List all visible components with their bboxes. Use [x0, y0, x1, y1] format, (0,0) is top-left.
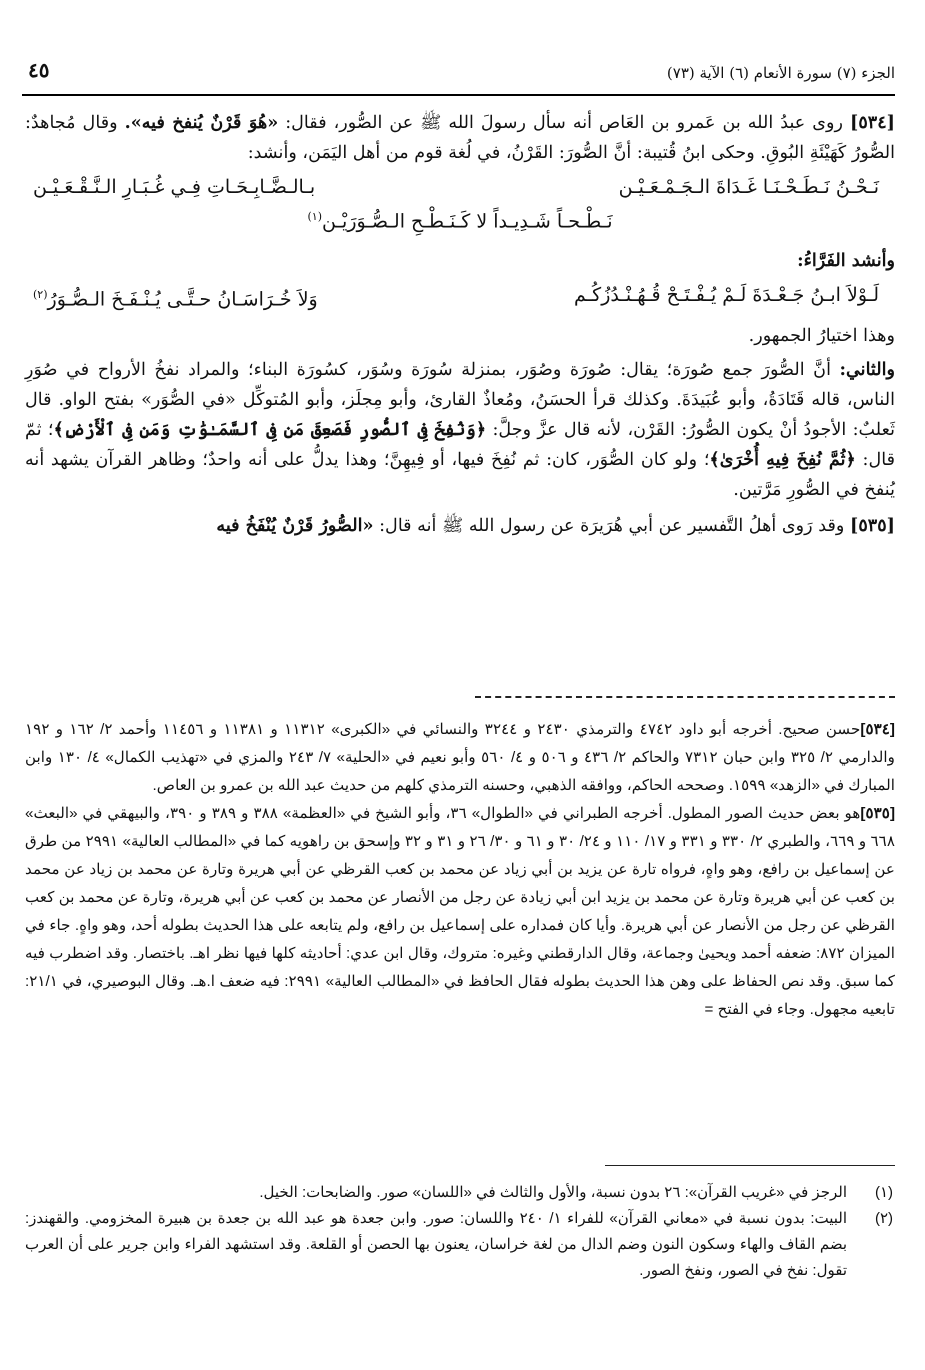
- farra-intro: وأنشد الفَرَّاءُ:: [797, 250, 895, 272]
- second-view-mid: ؛ ثمّ قال:: [25, 419, 896, 470]
- hadith-quote-534: «هُوَ قَرْنٌ يُنفخ فيه».: [124, 112, 279, 133]
- paragraph-535: [25, 511, 895, 541]
- takhrij-text-534: حسن صحيح. أخرجه أبو داود ٤٧٤٢ والترمذي ٢٤٣٠ و ٣٢٤٤ والنسائي في «الكبرى» ١١٣١٢ و ١١٣٨١ و ١١٤٥٦ وأحمد ٢/ ١٦٢ و ١٩٢ والدارمي ٢/ ٣٢٥ وابن حبان ٧٣١٢ والحاكم ٢/ ٤٣٦ و ٥٠٦ و ٤/ ٥٦٠ وأبو نعيم في «الحلية» ٧/ ٢٤٣ والمزي في «تهذيب الكمال» ٤/ ١٣٠ وابن المبارك في «الزهد» ١٥٩٩. وصححه الحاكم، ووافقه الذهبي، وحسنه الترمذي كلهم من حديث عبد الله بن عمرو بن العاص.: [25, 721, 895, 794]
- footnote-number-2: (٢): [874, 1210, 893, 1227]
- paragraph-534-text: روى عبدُ الله بن عَمرو بن العَاص أنه سأل رسولَ الله ﷺ عن الصُّور، فقال:: [278, 113, 843, 133]
- footnote-ref-1[interactable]: (١): [307, 210, 322, 223]
- jumhur-note: وهذا اختيارُ الجمهور.: [748, 325, 895, 346]
- verse-2-line: [25, 280, 895, 314]
- page-header: [22, 50, 895, 96]
- paragraph-second-view: [25, 355, 895, 505]
- verse-1-line-2: [25, 202, 895, 236]
- hadith-number-535: [٥٣٥]: [849, 514, 895, 536]
- footnote-text-2: البيت: بدون نسبة في «معاني القرآن» للفراء ١/ ٢٤٠ واللسان: صور. وابن جعدة هو عبد الله بن جعدة بن هبيرة المخزومي. والقهندز: بضم القاف والهاء وسكون النون وضم الدال من لغة خراسان، يعنون بها الحصن أو القلعة. وقد استشهد الفراء وابن جرير على أن العرب تقول: نفخ في الصور، ونفخ الصور.: [25, 1210, 848, 1279]
- verse-1-line-1: [25, 172, 895, 202]
- footnotes: [25, 1180, 895, 1284]
- quran-verse-1: ﴿وَنُفِخَ فِى ٱلصُّورِ فَصَعِقَ مَن فِى ٱلسَّمَـٰوَٰتِ وَمَن فِى ٱلْأَرْضِ﴾: [53, 418, 487, 440]
- paragraph-535-text: وقد رَوى أهلُ التَّفسير عن أبي هُرَيرَة عن رسول الله ﷺ أنه قال:: [373, 515, 850, 536]
- hadith-quote-535: «الصُّورُ قَرْنٌ يُنْفَخُ فيه: [216, 514, 374, 536]
- takhrij-number-534: [٥٣٤]: [860, 721, 895, 738]
- main-text: [25, 108, 895, 545]
- takhrij-notes: [25, 716, 895, 1024]
- takhrij-number-535: [٥٣٥]: [860, 805, 896, 822]
- verse-2-hemistich-1: لَـوْلاَ ابـنُ جَـعْـدَةَ لَـمْ يُـفْـتَـحْ قُـهُـنْـدُزُكُـم: [573, 284, 879, 307]
- second-view-end: ؛ ولو كان الصُّوَر، كان: ثم نُفِخَ فيها، أو فِيهِنَّ؛ وهذا يدلُّ على أنه واحدٌ؛ وظاهر القرآن يشهد أنه يُنفخ في الصُّورِ مَرَّتين.: [25, 449, 895, 500]
- second-view-text: أنَّ الصُّورَ جمع صُورَة؛ يقال: صُورَة وصُوَر، بمنزلة سُورَة وسُوَر، كسُورَة البناء؛ والمراد نفخُ الأرواح في صُوَرِ الناس، قاله قَتَادَةُ، وأبو عُبَيدَةَ. وكذلك قرأ الحسَنُ، ومُعاذٌ القارئ، وأبو مِجلَز، وأبو المُتوكِّل «في الصُّوَر» بفتح الواو. قال ثَعلبٌ: الأجودُ أنْ يكون الصُّورُ: القَرْن، لأنه قال عزَّ وجلَّ:: [25, 359, 895, 440]
- verse-1-hemistich-3: نَـطْـحـاً شَـدِيـداً لا كَـنَـطْـحِ الـصُّـوَرَيْـن: [322, 210, 613, 233]
- paragraph-534-rest: وقال مُجاهدٌ: الصُّورُ كَهَيْئَةِ البُوقِ. وحكى ابنُ قُتيبة: أنَّ الصُّورَ: القَرْنُ، في لُغة قوم من أهل اليَمَن، وأنشد:: [25, 113, 895, 163]
- footnote-separator: [605, 1165, 895, 1166]
- verse-1-hemistich-1: نَـحْـنُ نَـطَـحْـنَـا غَـدَاةَ الـجَـمْـعَـيْـن: [618, 176, 879, 198]
- takhrij-535: [25, 800, 895, 1024]
- hadith-number-534: [٥٣٤]: [849, 112, 895, 133]
- takhrij-text-535: هو بعض حديث الصور المطول. أخرجه الطبراني في «الطوال» ٣٦، وأبو الشيخ في «العظمة» ٣٨٨ و ٣٨٩ و ٣٩٠، والبيهقي في «البعث» ٦٦٨ و ٦٦٩، والطبري ٢/ ٣٣٠ و ٣٣١ و ١٧/ ١١٠ و ٢٤/ ٣٠ و ٦١ و ٣٠/ ٢٦ و ٣١ و ٣٢ وإسحق بن راهويه كما في «المطالب العالية» ٢٩٩١ من طرق عن إسماعيل بن رافع، وهو واهٍ، فرواه تارة عن يزيد بن أبي زياد عن محمد بن كعب القرظي عن أبي هريرة وتارة عن محمد بن زياد عن محمد بن كعب عن أبي هريرة وتارة عن محمد بن يزيد ابن أبي زيادة عن رجل من الأنصار عن محمد بن كعب عن أبي هريرة، وتارة عن محمد بن كعب القرظي عن رجل من الأنصار عن أبي هريرة. وأيا كان فمداره على إسماعيل بن رافع، ولم يتابعه على هذا الحديث بطوله أحد، وهو واهٍ. جاء في الميزان ٨٧٢: ضعفه أحمد ويحيىٰ وجماعة، وقال الدارقطني وغيره: متروك، وقال ابن عدي: أحاديثه كلها فيها نظر اهـ. باختصار. وقد اضطرب فيه كما سبق. وقد نص الحفاظ على وهن هذا الحديث بطوله فقال الحافظ في «المطالب العالية» ٢٩٩١: فيه ضعف ا.هـ. وقال البوصيري، في ٢١/١: تابعيه مجهول. وجاء في الفتح =: [25, 805, 896, 1018]
- verse-1-hemistich-2: بـالـضَّـابِـحَـاتِ فِـي غُـبَـارِ الـنَّـقْـعَـيْـن: [33, 176, 316, 198]
- footnote-1: [25, 1180, 895, 1206]
- quran-verse-2: ﴿ثُمَّ نُفِخَ فِيهِ أُخْرَىٰ﴾: [709, 448, 856, 470]
- second-view-label: والثاني:: [839, 358, 895, 380]
- footnote-2: [25, 1206, 895, 1284]
- verse-2-hemistich-2: وَلاَ خُـرَاسَـانُ حـتَّـى يُـنْـفَـخَ الـصُّـوَرُ: [47, 288, 318, 311]
- paragraph-534: [25, 108, 895, 168]
- footnote-text-1: الرجز في «غريب القرآن»: ٢٦ بدون نسبة، والأول والثالث في «اللسان» صور. والضابحات: الخيل.: [259, 1184, 847, 1201]
- footnote-ref-2[interactable]: (٢): [33, 288, 48, 302]
- verse-2-hemistich-2-wrap: [33, 280, 318, 314]
- takhrij-534: [25, 716, 895, 800]
- page-number: ٤٥: [28, 58, 50, 82]
- running-title: الجزء (٧) سورة الأنعام (٦) الآية (٧٣): [666, 64, 895, 82]
- footnote-number-1: (١): [874, 1184, 893, 1201]
- dashed-separator: [475, 696, 895, 698]
